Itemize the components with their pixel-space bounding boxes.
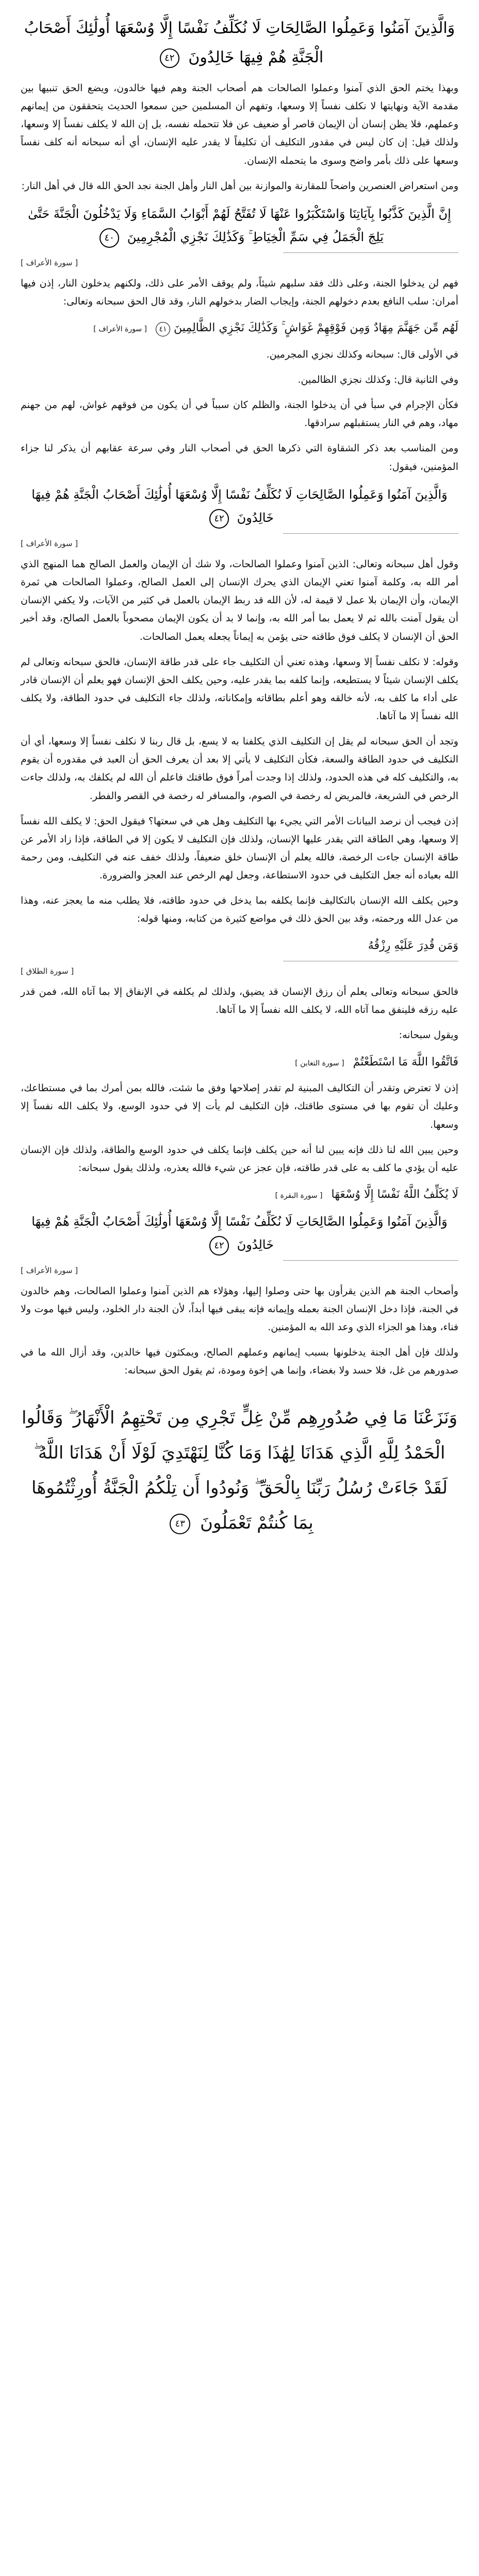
- surah-reference: [ سورة الطلاق ]: [21, 967, 74, 976]
- verse-text: لَهُم مِّن جَهَنَّمَ مِهَادٌ وَمِن فَوْقِهِمْ غَوَاشٍ ۚ وَكَذَٰلِكَ نَجْزِي الظَّالِمِينَ: [173, 321, 458, 335]
- divider: [283, 1260, 458, 1261]
- paragraph-15: إذن لا تعترض وتقدر أن التكاليف المبنية لم تقدر إصلاحها وفق ما شئت، فالله بمن أمرك بما في مستطاعك، وعليك أن تقوم بها في مستوى طاقتك، فإن التكليف لم يأت إلا في حدود الوسع، ولا يكلف الله نفساً إلا وسعها.: [21, 1082, 458, 1130]
- verse-text: إِنَّ الَّذِينَ كَذَّبُوا بِآيَاتِنَا وَاسْتَكْبَرُوا عَنْهَا لَا تُفَتَّحُ لَهُمْ أَبْوَابُ السَّمَاءِ وَلَا يَدْخُلُونَ الْجَنَّةَ حَتَّىٰ يَلِجَ الْجَمَلُ فِي سَمِّ الْخِيَاطِ ۚ وَكَذَٰلِكَ نَجْزِي الْمُجْرِمِينَ: [28, 206, 451, 245]
- surah-reference: [ سورة الأعراف ]: [21, 1265, 78, 1275]
- divider: [283, 533, 458, 534]
- ayah-number-badge: ٤٣: [170, 1514, 190, 1534]
- ayah-number-badge: ٤٢: [209, 1236, 229, 1256]
- paragraph-13: فالحق سبحانه وتعالى يعلم أن رزق الإنسان قد يضيق، ولذلك لم يكلفه في الإنفاق إلا بما آتاه الله، فمن قدر عليه رزقه فلينفق مما آتاه الله، لا يكلف الله نفساً إلا ما آتاها.: [21, 986, 458, 1016]
- paragraph-12: وحين يكلف الله الإنسان بالتكاليف فإنما يكلفه بما يدخل في حدود طاقته، فلا يطلب منه ما يعجز عنه، وهذا من عدل الله ورحمته، وقد بين الحق ذلك في مواضع كثيرة من كتابه، ومنها قوله:: [21, 895, 458, 925]
- verse-taghabun: [21, 1052, 458, 1073]
- paragraph-8: وقول أهل سبحانه وتعالى: الذين آمنوا وعملوا الصالحات، ولا شك أن الإيمان والعمل الصالح هما المنهج الذي أمر الله به، وكلمة آمنوا تعني الإيمان الذي يحرك الإنسان إلى العمل الصالح، وعملوا الصالحات هي ثمرة الإيمان، وأن الإيمان بلا عمل لا قيمة له، لأن الله قد ربط الإيمان بالعمل في كثير من الآيات، ولا يكفي الإنسان أن يقول آمنت بالله ثم لا يعمل بما أمر الله به، وإنما لا بد أن يكون الإيمان مصحوباً بالعمل الصالح، وقد أخبر الحق أن الإنسان لا يكلف فوق طاقته حتى يؤمن به إيماناً يجعله يعمل الصالحات.: [21, 558, 458, 642]
- verse-text: وَالَّذِينَ آمَنُوا وَعَمِلُوا الصَّالِحَاتِ لَا نُكَلِّفُ نَفْسًا إِلَّا وُسْعَهَا أُولَٰئِكَ أَصْحَابُ الْجَنَّةِ هُمْ فِيهَا خَالِدُونَ: [24, 19, 455, 66]
- paragraph-10: وتجد أن الحق سبحانه لم يقل إن التكليف الذي يكلفنا به لا يسع، بل قال ربنا لا نكلف نفساً إلا وسعها، أي أن التكليف في حدود الطاقة والسعة، فكأن التكليف لا يأتي إلا بعد أن يعرف الحق أن العبد في مقدوره أن يقوم به، والتكليف كله في هذه الحدود، ولذلك إذا وجدت أمراً فوق طاقتك فاعلم أن الله لم يكلفك به، ولذلك جاءت الرخص في الشريعة، فالمريض له رخصة في الصوم، والمسافر له رخصة في القصر والفطر.: [21, 736, 458, 802]
- ayah-number-badge: ٤٢: [209, 509, 229, 529]
- verse-text: وَالَّذِينَ آمَنُوا وَعَمِلُوا الصَّالِحَاتِ لَا نُكَلِّفُ نَفْسًا إِلَّا وُسْعَهَا أُولَٰئِكَ أَصْحَابُ الْجَنَّةِ هُمْ فِيهَا خَالِدُونَ: [31, 1214, 448, 1252]
- divider: [283, 252, 458, 253]
- verse-talaq: [21, 936, 458, 956]
- verse-text: وَالَّذِينَ آمَنُوا وَعَمِلُوا الصَّالِحَاتِ لَا نُكَلِّفُ نَفْسًا إِلَّا وُسْعَهَا أُولَٰئِكَ أَصْحَابُ الْجَنَّةِ هُمْ فِيهَا خَالِدُونَ: [31, 487, 448, 526]
- surah-reference: [ سورة التغابن ]: [295, 1059, 344, 1067]
- paragraph-17: وأصحاب الجنة هم الذين يقرأون بها حتى وصلوا إليها، وهؤلاء هم الذين آمنوا وعملوا الصالحات، وهم خالدون في الجنة، فإذا دخل الإنسان الجنة بعمله وإيمانه فإنه يبقى فيها أبداً، لأن الجنة دار الخلود، وليس فيها موت ولا فناء، وهذا هو الجزاء الذي وعد الله به المؤمنين.: [21, 1285, 458, 1333]
- surah-reference: [ سورة الأعراف ]: [21, 258, 78, 268]
- paragraph-14: ويقول سبحانه:: [399, 1029, 458, 1041]
- paragraph-18: ولذلك فإن أهل الجنة يدخلونها بسبب إيمانهم وعملهم الصالح، ويمكثون فيها خالدين، وقد أزال الله ما في صدورهم من غل، فلا حسد ولا بغضاء، وإنما هي إخوة ومودة، ثم يقول الحق سبحانه:: [21, 1347, 458, 1377]
- paragraph-9: وقوله: لا نكلف نفساً إلا وسعها، وهذه تعني أن التكليف جاء على قدر طاقة الإنسان، فالحق سبحانه وتعالى لم يكلف الإنسان شيئاً لا يستطيعه، وإنما كلفه بما يقدر عليه، وحين يكلف الحق الإنسان فهو يعلم أن الإنسان قادر على أداء ما كلف به، لأنه خالقه وهو أعلم بطاقاته وإمكاناته، ولذلك جاء التكليف في حدود الطاقة، ولا يكلف الله نفساً إلا ما آتاها.: [21, 656, 458, 722]
- verse-araf-42-top: [21, 13, 458, 72]
- ayah-number-badge: ٤٢: [160, 48, 179, 68]
- paragraph-4: في الأولى قال: سبحانه وكذلك نجزي المجرمين.: [266, 348, 458, 360]
- paragraph-1: وبهذا يختم الحق الذي آمنوا وعملوا الصالحات هم أصحاب الجنة وهم فيها خالدون، ويضع الحق تنبيها بين مقدمة الآية ونهايتها لا نكلف نفساً إلا وسعها، وتفهم أن المسلمين حين سمعوا الحديث يتحققون من إيمانهم وعملهم، فلا يظن إنسان أن الإيمان قاصر أو ضعيف عن فلا تتحمله نفسه، بل إن الله لا يكلف نفساً إلا وسعها، ولذلك قيل: إن كان ليس في مقدور التكليف أن تكليفاً لا يقدر عليه الإنسان، أي أنه سبحانه أنه كلف نفساً وسعها على ذلك بأمر واضح وسوى ما يتحمله الإنسان.: [21, 82, 458, 166]
- verse-baqara: [21, 1184, 458, 1205]
- ayah-number-badge: ٤١: [156, 322, 170, 336]
- verse-text: وَنَزَعْنَا مَا فِي صُدُورِهِم مِّنْ غِلٍّ تَجْرِي مِن تَحْتِهِمُ الْأَنْهَارُ ۖ وَقَالُوا الْحَمْدُ لِلَّهِ الَّذِي هَدَانَا لِهَٰذَا وَمَا كُنَّا لِنَهْتَدِيَ لَوْلَا أَنْ هَدَانَا اللَّهُ ۖ لَقَدْ جَاءَتْ رُسُلُ رَبِّنَا بِالْحَقِّ ۖ وَنُودُوا أَن تِلْكُمُ الْجَنَّةُ أُورِثْتُمُوهَا بِمَا كُنتُمْ تَعْمَلُونَ: [21, 1408, 458, 1534]
- surah-reference: [ سورة الأعراف ]: [21, 538, 78, 548]
- verse-text: فَاتَّقُوا اللَّهَ مَا اسْتَطَعْتُمْ: [353, 1055, 458, 1069]
- verse-araf-42-bottom: [21, 1210, 458, 1257]
- surah-reference: [ سورة الأعراف ]: [93, 325, 147, 334]
- paragraph-6: فكأن الإجرام في سبأ في أن يدخلوا الجنة، والظلم كان سبباً في أن يكون من فوقهم غواش، لهم من جهنم مهاد، وهم في النار يستقبلهم سرادقها.: [21, 399, 458, 429]
- verse-araf-41: [21, 318, 458, 338]
- verse-araf-43-closing: [21, 1400, 458, 1540]
- verse-araf-42-middle: [21, 483, 458, 530]
- paragraph-5: وفي الثانية قال: وكذلك نجزي الظالمين.: [298, 374, 458, 386]
- verse-araf-40: [21, 202, 458, 249]
- verse-text: وَمَن قُدِرَ عَلَيْهِ رِزْقُهُ: [368, 939, 458, 952]
- paragraph-7: ومن المناسب بعد ذكر الشقاوة التي ذكرها الحق في أصحاب النار وفي سرعة عقابهم أن يذكر لنا جزاء المؤمنين، فيقول:: [21, 443, 458, 472]
- ayah-number-badge: ٤٠: [100, 228, 119, 248]
- paragraph-2: ومن استعراض العنصرين واضحاً للمقارنة والموازنة بين أهل النار وأهل الجنة نجد الحق الله قال في أهل النار:: [21, 180, 458, 192]
- paragraph-16: وحين يبين الله لنا ذلك فإنه يبين لنا أنه حين يكلف فإنما يكلف في حدود الوسع والطاقة، ولذلك فإن الإنسان عليه أن يؤدي ما كلف به على قدر طاقته، فإن عجز عن شيء فالله يعذره، ولذلك يقول سبحانه:: [21, 1144, 458, 1174]
- surah-reference: [ سورة البقرة ]: [275, 1191, 323, 1200]
- paragraph-3: فهم لن يدخلوا الجنة، وعلى ذلك فقد سلبهم شيئاً، ولم يوقف الأمر على ذلك، ولكنهم يدخلون النار، إذن فيها أمران: سلب النافع بعدم دخولهم الجنة، وإيجاب الضار بدخولهم النار، وقد قال الحق سبحانه وتعالى:: [21, 278, 458, 308]
- verse-text: لَا يُكَلِّفُ اللَّهُ نَفْسًا إِلَّا وُسْعَهَا: [331, 1188, 458, 1201]
- paragraph-11: إذن فيجب أن نرصد البيانات الأمر التي يجيء بها التكليف وهل هي في سعتها؟ فيقول الحق: لا يكلف الله نفساً إلا وسعها، وهي الطاقة التي يقدر عليها الإنسان، ولذلك فإن التكليف لا يكون إلا في الطاقة، فإذا زاد الأمر عن طاقة الإنسان جاءت الرخصة، فالله يعلم أن الإنسان خلق ضعيفاً، ولذلك خفف عنه في التكليف، ومن رحمة الله بعباده أنه جعل التكليف في حدود الاستطاعة، وجعل لهم الرخص عند العجز والضرورة.: [21, 815, 458, 882]
